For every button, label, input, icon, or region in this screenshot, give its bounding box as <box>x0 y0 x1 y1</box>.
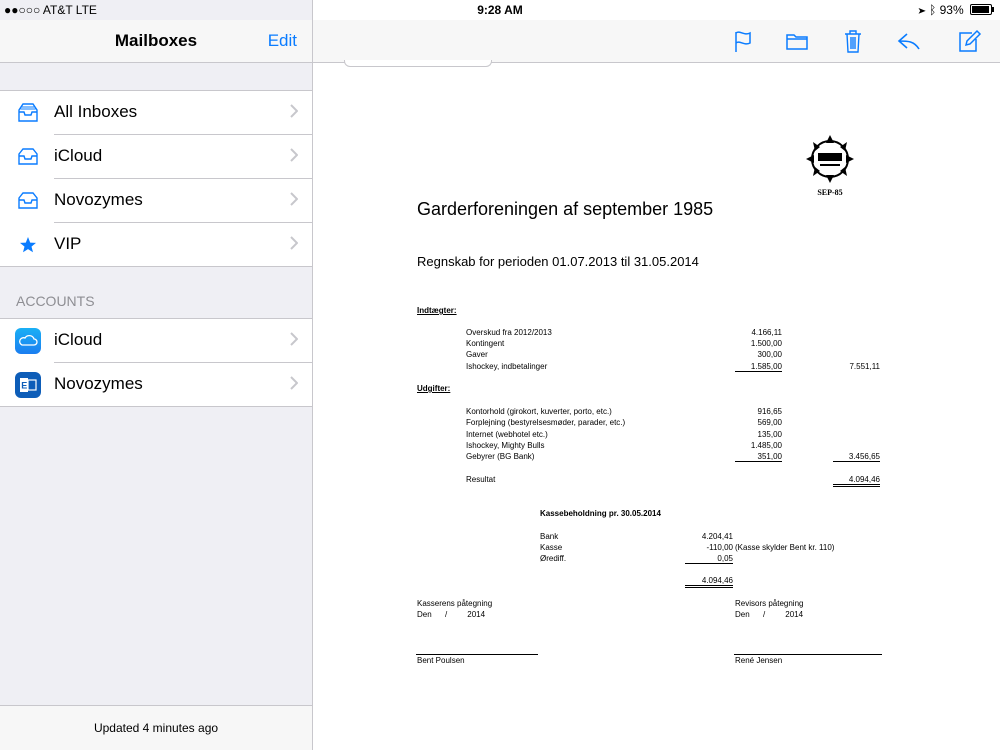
signature-right-name: René Jensen <box>735 656 783 665</box>
cash-value: -110,00 <box>706 543 733 552</box>
mailbox-all-inboxes[interactable] <box>0 91 312 134</box>
document-subtitle: Regnskab for perioden 01.07.2013 til 31.05.2014 <box>417 254 699 269</box>
signature-left-title: Kasserens påtegning <box>417 599 493 608</box>
exchange-icon <box>15 372 41 398</box>
sidebar-nav-bar <box>0 20 312 63</box>
accounts-section-header: ACCOUNTS <box>16 293 95 309</box>
bluetooth-icon: ᛒ <box>929 3 937 17</box>
inbox-icon <box>15 144 41 170</box>
cash-value: 0,05 <box>685 554 733 564</box>
signature-left-date: Den / 2014 <box>417 610 486 619</box>
account-novozymes[interactable] <box>21 362 312 406</box>
expense-header: Udgifter: <box>417 384 451 393</box>
cash-header: Kassebeholdning pr. 30.05.2014 <box>540 509 661 518</box>
svg-text:E: E <box>21 380 28 391</box>
chevron-right-icon <box>290 376 298 390</box>
mailboxes-sidebar <box>0 0 313 750</box>
chevron-right-icon <box>290 192 298 206</box>
association-logo <box>800 133 860 197</box>
cash-label: Ørediff. <box>540 554 567 563</box>
icloud-icon <box>15 328 41 354</box>
mailbox-vip[interactable] <box>54 222 312 266</box>
income-label: Ishockey, indbetalinger <box>466 362 548 371</box>
reply-icon[interactable] <box>896 28 922 54</box>
cash-total: 4.094,46 <box>685 576 733 588</box>
logo-text: SEP-85 <box>817 188 843 197</box>
income-total: 7.551,11 <box>849 362 880 371</box>
expense-value: 135,00 <box>757 430 782 439</box>
update-status: Updated 4 minutes ago <box>0 705 312 750</box>
expense-value: 916,65 <box>757 407 782 416</box>
battery-icon <box>970 4 992 15</box>
chevron-right-icon <box>290 332 298 346</box>
flag-icon[interactable] <box>730 28 756 54</box>
income-label: Kontingent <box>466 339 505 348</box>
cash-label: Kasse <box>540 543 563 552</box>
income-value: 300,00 <box>757 350 782 359</box>
expense-value: 1.485,00 <box>750 441 782 450</box>
result-label: Resultat <box>466 475 496 484</box>
mailbox-list <box>0 90 312 267</box>
sidebar-title: Mailboxes <box>114 31 198 50</box>
mailbox-label: VIP <box>54 234 82 253</box>
account-label: iCloud <box>54 330 103 349</box>
cash-note: (Kasse skylder Bent kr. 110) <box>735 543 835 552</box>
clock: 9:28 AM <box>477 3 523 17</box>
expense-label: Forplejning (bestyrelsesmøder, parader, etc.) <box>466 418 626 427</box>
signature-right-title: Revisors påtegning <box>735 599 804 608</box>
expense-value: 569,00 <box>757 418 782 427</box>
trash-icon[interactable] <box>840 28 866 54</box>
signature-line <box>416 654 538 655</box>
document-title: Garderforeningen af september 1985 <box>417 199 714 219</box>
star-icon <box>15 232 41 258</box>
income-header: Indtægter: <box>417 306 457 315</box>
attachment-document <box>313 63 1000 750</box>
income-label: Overskud fra 2012/2013 <box>466 328 552 337</box>
inbox-icon <box>15 188 41 214</box>
chevron-right-icon <box>290 236 298 250</box>
compose-icon[interactable] <box>956 28 982 54</box>
account-icloud[interactable] <box>0 319 312 362</box>
mailbox-icloud[interactable] <box>54 134 312 178</box>
message-toolbar <box>313 20 1000 63</box>
income-label: Gaver <box>466 350 488 359</box>
account-label: Novozymes <box>54 374 143 393</box>
battery-percent: 93% <box>939 3 964 17</box>
expense-label: Internet (webhotel etc.) <box>466 430 548 439</box>
edit-button[interactable]: Edit <box>267 31 297 50</box>
inbox-icon <box>15 100 41 126</box>
result-value: 4.094,46 <box>833 475 880 487</box>
cash-value: 4.204,41 <box>701 532 733 541</box>
expense-value: 351,00 <box>735 452 782 462</box>
mailbox-novozymes[interactable] <box>54 178 312 222</box>
expense-label: Ishockey, Mighty Bulls <box>466 441 545 450</box>
income-value: 1.500,00 <box>750 339 782 348</box>
income-value: 1.585,00 <box>735 362 782 372</box>
signature-right-date: Den / 2014 <box>735 610 804 619</box>
mailbox-label: Novozymes <box>54 190 143 209</box>
folder-icon[interactable] <box>784 28 810 54</box>
chevron-right-icon <box>290 104 298 118</box>
chevron-right-icon <box>290 148 298 162</box>
battery-status <box>919 3 992 17</box>
signature-line <box>734 654 882 655</box>
location-icon: ➤ <box>918 3 926 17</box>
cash-label: Bank <box>540 532 559 541</box>
expense-label: Gebyrer (BG Bank) <box>466 452 535 461</box>
account-list <box>0 318 312 407</box>
carrier-status: ●●○○○ AT&T LTE <box>4 3 97 17</box>
income-value: 4.166,11 <box>751 328 782 337</box>
expense-total: 3.456,65 <box>833 452 880 462</box>
mailbox-label: iCloud <box>54 146 103 165</box>
status-bar <box>0 0 1000 20</box>
expense-label: Kontorhold (girokort, kuverter, porto, etc.) <box>466 407 612 416</box>
mailbox-label: All Inboxes <box>54 102 138 121</box>
signature-left-name: Bent Poulsen <box>417 656 465 665</box>
